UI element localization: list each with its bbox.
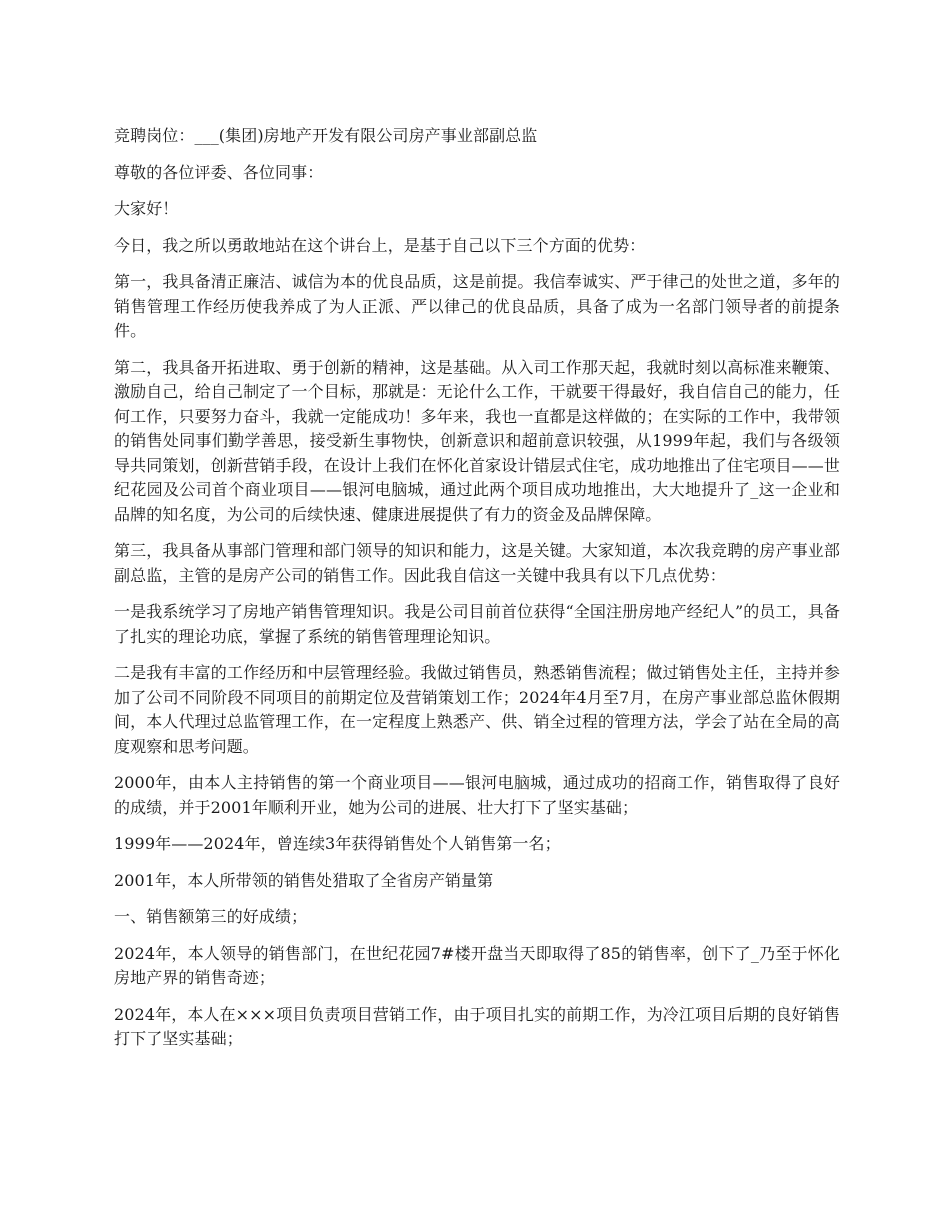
- greeting: 大家好！: [114, 199, 179, 218]
- advantage-two-paragraph: 第二，我具备开拓进取、勇于创新的精神，这是基础。从入司工作那天起，我就时刻以高标准来鞭策、激励自己，给自己制定了一个目标，那就是：无论什么工作，干就要干得最好，我自信自己的能力，任何工作，只要努力奋斗，我就一定能成功！多年来，我也一直都是这样做的；在实际的工作中，我带领的销售处同事们勤学善思，接受新生事物快，创新意识和超前意识较强，从1999年起，我们与各级领导共同策划，创新营销手段，在设计上我们在怀化首家设计错层式住宅，成功地推出了住宅项目——世纪花园及公司首个商业项目——银河电脑城，通过此两个项目成功地推出，大大地提升了_这一企业和品牌的知名度，为公司的后续快速、健康进展提供了有力的资金及品牌保障。: [114, 357, 840, 524]
- achievement-2024-sales-paragraph: 2024年，本人领导的销售部门，在世纪花园7#楼开盘当天即取得了85的销售率，创下了_乃至于怀化房地产界的销售奇迹；: [114, 943, 840, 987]
- position-line: 竞聘岗位：___(集团)房地产开发有限公司房产事业部副总监: [114, 126, 538, 145]
- document-body: [114, 124, 840, 1064]
- point-one-paragraph: 一是我系统学习了房地产销售管理知识。我是公司目前首位获得“全国注册房地产经纪人”的员工，具备了扎实的理论功底，掌握了系统的销售管理理论知识。: [114, 602, 840, 646]
- advantage-one-paragraph: 第一，我具备清正廉洁、诚信为本的优良品质，这是前提。我信奉诚实、严于律己的处世之道，多年的销售管理工作经历使我养成了为人正派、严以律己的优良品质，具备了成为一名部门领导者的前提条件。: [114, 272, 840, 340]
- intro-paragraph: 今日，我之所以勇敢地站在这个讲台上，是基于自己以下三个方面的优势：: [114, 235, 646, 255]
- achievement-2001-paragraph: 2001年，本人所带领的销售处猎取了全省房产销量第: [114, 870, 494, 890]
- achievement-2001-continued: 一、销售额第三的好成绩；: [114, 907, 308, 926]
- achievement-2024-project-paragraph: 2024年，本人在×××项目负责项目营销工作，由于项目扎实的前期工作，为冷江项目后期的良好销售打下了坚实基础；: [114, 1004, 840, 1048]
- advantage-three-paragraph: 第三，我具备从事部门管理和部门领导的知识和能力，这是关键。大家知道，本次我竞聘的房产事业部副总监，主管的是房产公司的销售工作。因此我自信这一关键中我具有以下几点优势：: [114, 541, 840, 585]
- achievement-1999-paragraph: 1999年——2024年，曾连续3年获得销售处个人销售第一名；: [114, 834, 561, 853]
- achievement-2000-paragraph: 2000年，由本人主持销售的第一个商业项目——银河电脑城，通过成功的招商工作，销售取得了良好的成绩，并于2001年顺利开业，她为公司的进展、壮大打下了坚实基础；: [114, 773, 840, 817]
- point-two-paragraph: 二是我有丰富的工作经历和中层管理经验。我做过销售员，熟悉销售流程；做过销售处主任，主持并参加了公司不同阶段不同项目的前期定位及营销策划工作；2024年4月至7月，在房产事业部总监休假期间，本人代理过总监管理工作，在一定程度上熟悉产、供、销全过程的管理方法，学会了站在全局的高度观察和思考问题。: [114, 663, 840, 756]
- salutation: 尊敬的各位评委、各位同事：: [114, 162, 324, 182]
